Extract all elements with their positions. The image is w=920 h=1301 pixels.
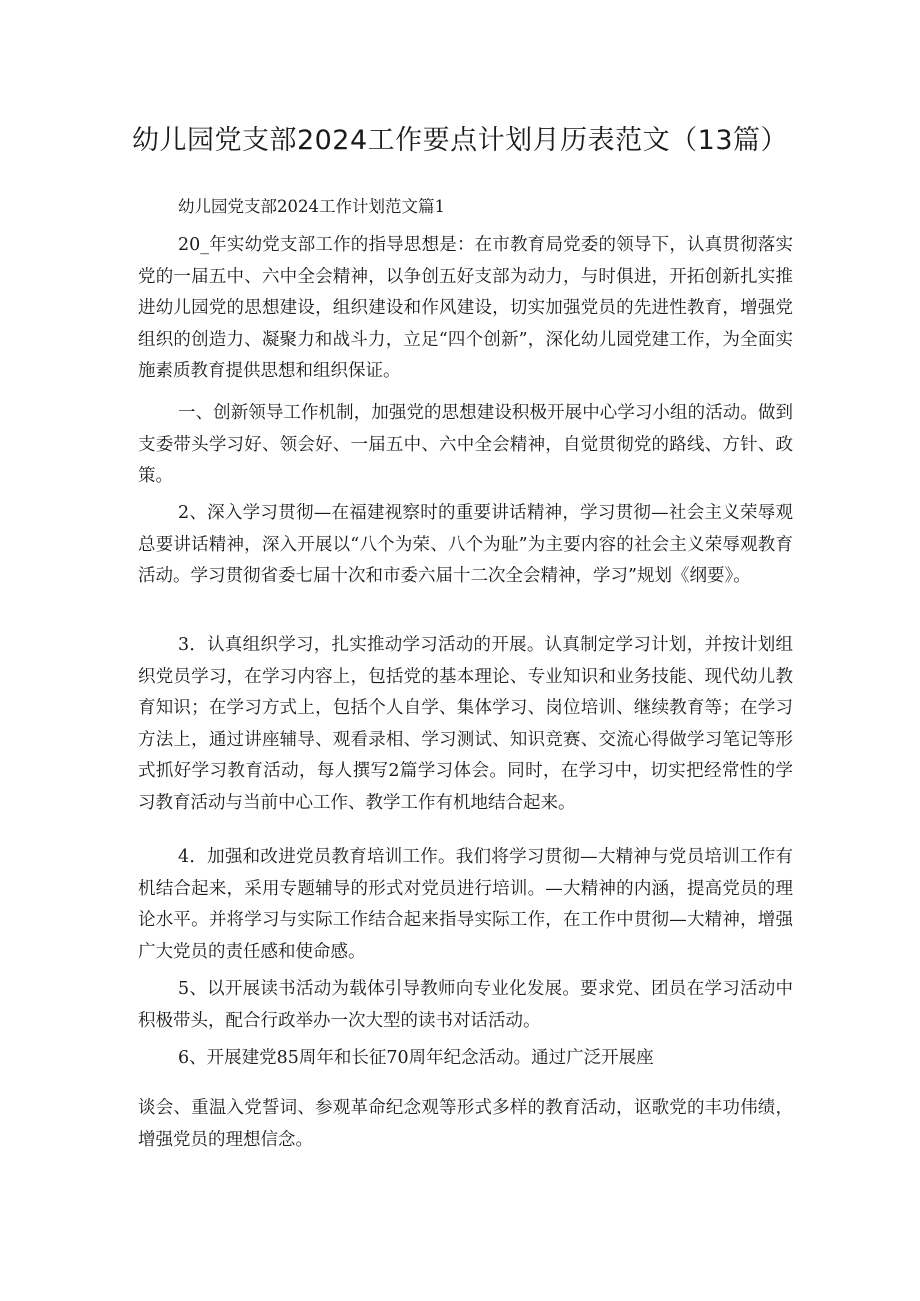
paragraph: 5、以开展读书活动为载体引导教师向专业化发展。要求党、团员在学习活动中积极带头，配合行政举办一次大型的读书对话活动。 xyxy=(138,979,793,1031)
paragraph: 谈会、重温入党誓词、参观革命纪念观等形式多样的教育活动，讴歌党的丰功伟绩，增强党员的理想信念。 xyxy=(138,1098,793,1150)
paragraph: 6、开展建党85周年和长征70周年纪念活动。通过广泛开展座 xyxy=(178,1048,654,1068)
paragraph: 2、深入学习贯彻—在福建视察时的重要讲话精神，学习贯彻—社会主义荣辱观总要讲话精神，深入开展以“八个为荣、八个为耻”为主要内容的社会主义荣辱观教育活动。学习贯彻省委七届十次和市委六届十二次全会精神，学习”规划《纲要》。 xyxy=(138,503,793,586)
document-title: 幼儿园党支部2024工作要点计划月历表范文（13篇） xyxy=(131,125,789,156)
paragraph: 3．认真组织学习，扎实推动学习活动的开展。认真制定学习计划，并按计划组织党员学习，在学习内容上，包括党的基本理论、专业知识和业务技能、现代幼儿教育知识；在学习方式上，包括个人自学、集体学习、岗位培训、继续教育等；在学习方法上，通过讲座辅导、观看录相、学习测试、知识竞赛、交流心得做学习笔记等形式抓好学习教育活动，每人撰写2篇学习体会。同时，在学习中，切实把经常性的学习教育活动与当前中心工作、教学工作有机地结合起来。 xyxy=(138,635,793,813)
paragraph: 一、创新领导工作机制，加强党的思想建设积极开展中心学习小组的活动。做到支委带头学习好、领会好、一届五中、六中全会精神，自觉贯彻党的路线、方针、政策。 xyxy=(138,403,793,486)
section-heading: 幼儿园党支部2024工作计划范文篇1 xyxy=(178,197,445,216)
paragraph: 20_年实幼党支部工作的指导思想是：在市教育局党委的领导下，认真贯彻落实党的一届五中、六中全会精神，以争创五好支部为动力，与时俱进，开拓创新扎实推进幼儿园党的思想建设，组织建设和作风建设，切实加强党员的先进性教育，增强党组织的创造力、凝聚力和战斗力，立足“四个创新”，深化幼儿园党建工作，为全面实施素质教育提供思想和组织保证。 xyxy=(138,235,793,381)
paragraph: 4．加强和改进党员教育培训工作。我们将学习贯彻—大精神与党员培训工作有机结合起来，采用专题辅导的形式对党员进行培训。—大精神的内涵，提高党员的理论水平。并将学习与实际工作结合起来指导实际工作，在工作中贯彻—大精神，增强广大党员的责任感和使命感。 xyxy=(138,847,793,962)
